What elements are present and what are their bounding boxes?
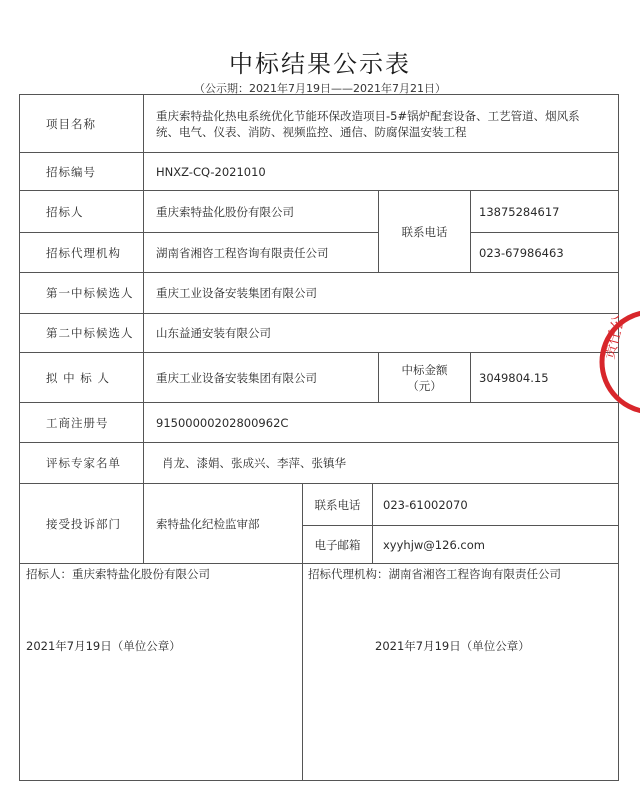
experts-label: 评标专家名单 <box>46 456 121 470</box>
winner-value: 重庆工业设备安装集团有限公司 <box>156 370 317 385</box>
footer-tenderer-date: 2021年7月19日（单位公章） <box>26 639 181 653</box>
tenderer-phone: 13875284617 <box>479 204 560 219</box>
footer-agency: 招标代理机构：湖南省湘咨工程咨询有限责任公司 <box>308 567 561 581</box>
project-name-label: 项目名称 <box>46 116 96 131</box>
bid-number-value: HNXZ-CQ-2021010 <box>156 164 266 179</box>
company-seal <box>597 302 640 422</box>
agency-phone: 023-67986463 <box>479 245 564 260</box>
project-name-value: 重庆索特盐化热电系统优化节能环保改造项目-5#锅炉配套设备、工艺管道、烟风系统、电气、仪表、消防、视频监控、通信、防腐保温安装工程 <box>156 108 580 139</box>
winner-label: 拟 中 标 人 <box>46 370 110 385</box>
bid-amount-label: 中标金额 （元） <box>401 362 448 393</box>
contact-phone-label: 联系电话 <box>401 224 448 239</box>
complaint-phone-label: 联系电话 <box>314 497 361 512</box>
tenderer-label: 招标人 <box>46 204 84 219</box>
first-candidate-label: 第一中标候选人 <box>46 286 134 300</box>
publicity-period: （公示期：2021年7月19日——2021年7月21日） <box>194 82 446 95</box>
bid-amount-value: 3049804.15 <box>479 370 549 385</box>
seal-text: 责任公 <box>599 312 629 362</box>
complaint-email-value: xyyhjw@126.com <box>383 537 485 552</box>
second-candidate-label: 第二中标候选人 <box>46 326 134 340</box>
agency-value: 湖南省湘咨工程咨询有限责任公司 <box>156 245 329 260</box>
registration-label: 工商注册号 <box>46 415 109 430</box>
footer-agency-date: 2021年7月19日（单位公章） <box>375 639 530 653</box>
second-candidate-value: 山东益通安装有限公司 <box>156 326 271 340</box>
page-title: 中标结果公示表 <box>229 50 411 78</box>
complaint-email-label: 电子邮箱 <box>314 537 361 552</box>
agency-label: 招标代理机构 <box>46 245 121 260</box>
tenderer-value: 重庆索特盐化股份有限公司 <box>156 204 294 219</box>
complaint-dept-value: 索特盐化纪检监审部 <box>156 516 260 531</box>
complaint-phone-value: 023-61002070 <box>383 497 468 512</box>
registration-value: 91500000202800962C <box>156 415 289 430</box>
footer-tenderer: 招标人：重庆索特盐化股份有限公司 <box>26 567 210 581</box>
complaint-dept-label: 接受投诉部门 <box>46 516 121 531</box>
first-candidate-value: 重庆工业设备安装集团有限公司 <box>156 286 317 300</box>
experts-value: 肖龙、漆娟、张成兴、李萍、张镇华 <box>162 456 346 470</box>
bid-number-label: 招标编号 <box>46 164 96 179</box>
